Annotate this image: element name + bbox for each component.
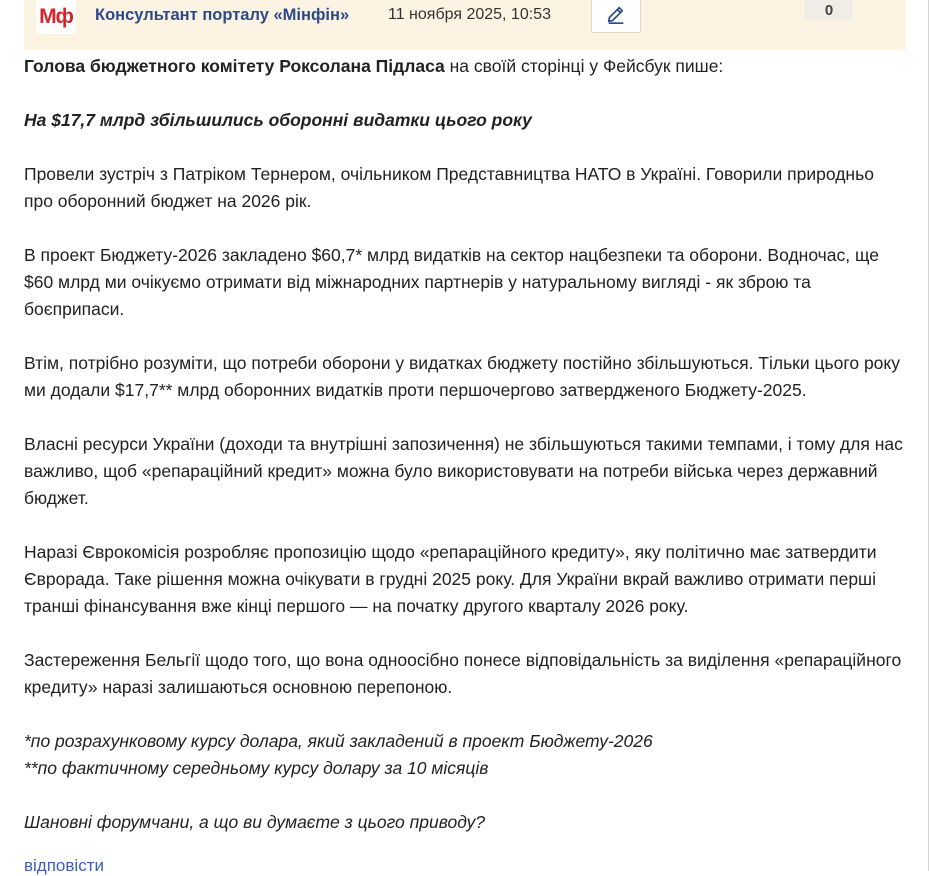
footnote-1: *по розрахунковому курсу долара, який закладений в проект Бюджету-2026: [24, 731, 653, 751]
closing-question: Шановні форумчани, а що ви думаєте з цього приводу?: [24, 812, 486, 832]
intro-text: на своїй сторінці у Фейсбук пише:: [444, 56, 724, 76]
post-header: [24, 0, 906, 50]
edit-button[interactable]: [591, 0, 641, 33]
minfin-logo[interactable]: [36, 0, 76, 34]
pencil-icon: [605, 3, 627, 30]
post-date: 11 ноября 2025, 10:53: [388, 6, 551, 23]
author-name[interactable]: Консультант порталу «Мінфін»: [95, 6, 350, 24]
post-body: [24, 53, 904, 863]
post-headline: На $17,7 млрд збільшились оборонні видатки цього року: [24, 110, 532, 130]
intro-paragraph: [24, 53, 904, 80]
body-paragraph: В проект Бюджету-2026 закладено $60,7* млрд видатків на сектор нацбезпеки та оборони. Водночас, ще $60 млрд ми очікуємо отримати від міжнародних партнерів у натуральному вигляді - як зброю та боєприпаси.: [24, 245, 879, 319]
reply-link[interactable]: відповісти: [24, 856, 104, 875]
body-paragraph: Застереження Бельгії щодо того, що вона одноосібно понесе відповідальність за виділення «репараційного кредиту» наразі залишаються основною перепоною.: [24, 650, 902, 697]
body-paragraph: Втім, потрібно розуміти, що потреби оборони у видатках бюджету постійно збільшуються. Тільки цього року ми додали $17,7** млрд оборонних видатків проти першочергово затвердженого Бюджету-2025.: [24, 353, 901, 400]
footnotes: [24, 728, 904, 782]
body-paragraph: Власні ресурси України (доходи та внутрішні запозичення) не збільшуються такими темпами, і тому для нас важливо, щоб «репараційний кредит» можна було використовувати на потреби війська через державний бюджет.: [24, 434, 903, 508]
footnote-2: **по фактичному середньому курсу долару за 10 місяців: [24, 758, 489, 778]
vote-count-badge[interactable]: 0: [805, 0, 853, 20]
body-paragraph: Провели зустріч з Патріком Тернером, очільником Представництва НАТО в Україні. Говорили природньо про оборонний бюджет на 2026 рік.: [24, 164, 874, 211]
intro-author: Голова бюджетного комітету Роксолана Підласа: [24, 56, 445, 76]
logo-text: Мф: [39, 5, 73, 28]
body-paragraph: Наразі Єврокомісія розробляє пропозицію щодо «репараційного кредиту», яку політично має затвердити Єврорада. Таке рішення можна очікувати в грудні 2025 року. Для України вкрай важливо отримати перші транші фінансування вже кінці першого — на початку другого кварталу 2026 року.: [24, 542, 877, 616]
